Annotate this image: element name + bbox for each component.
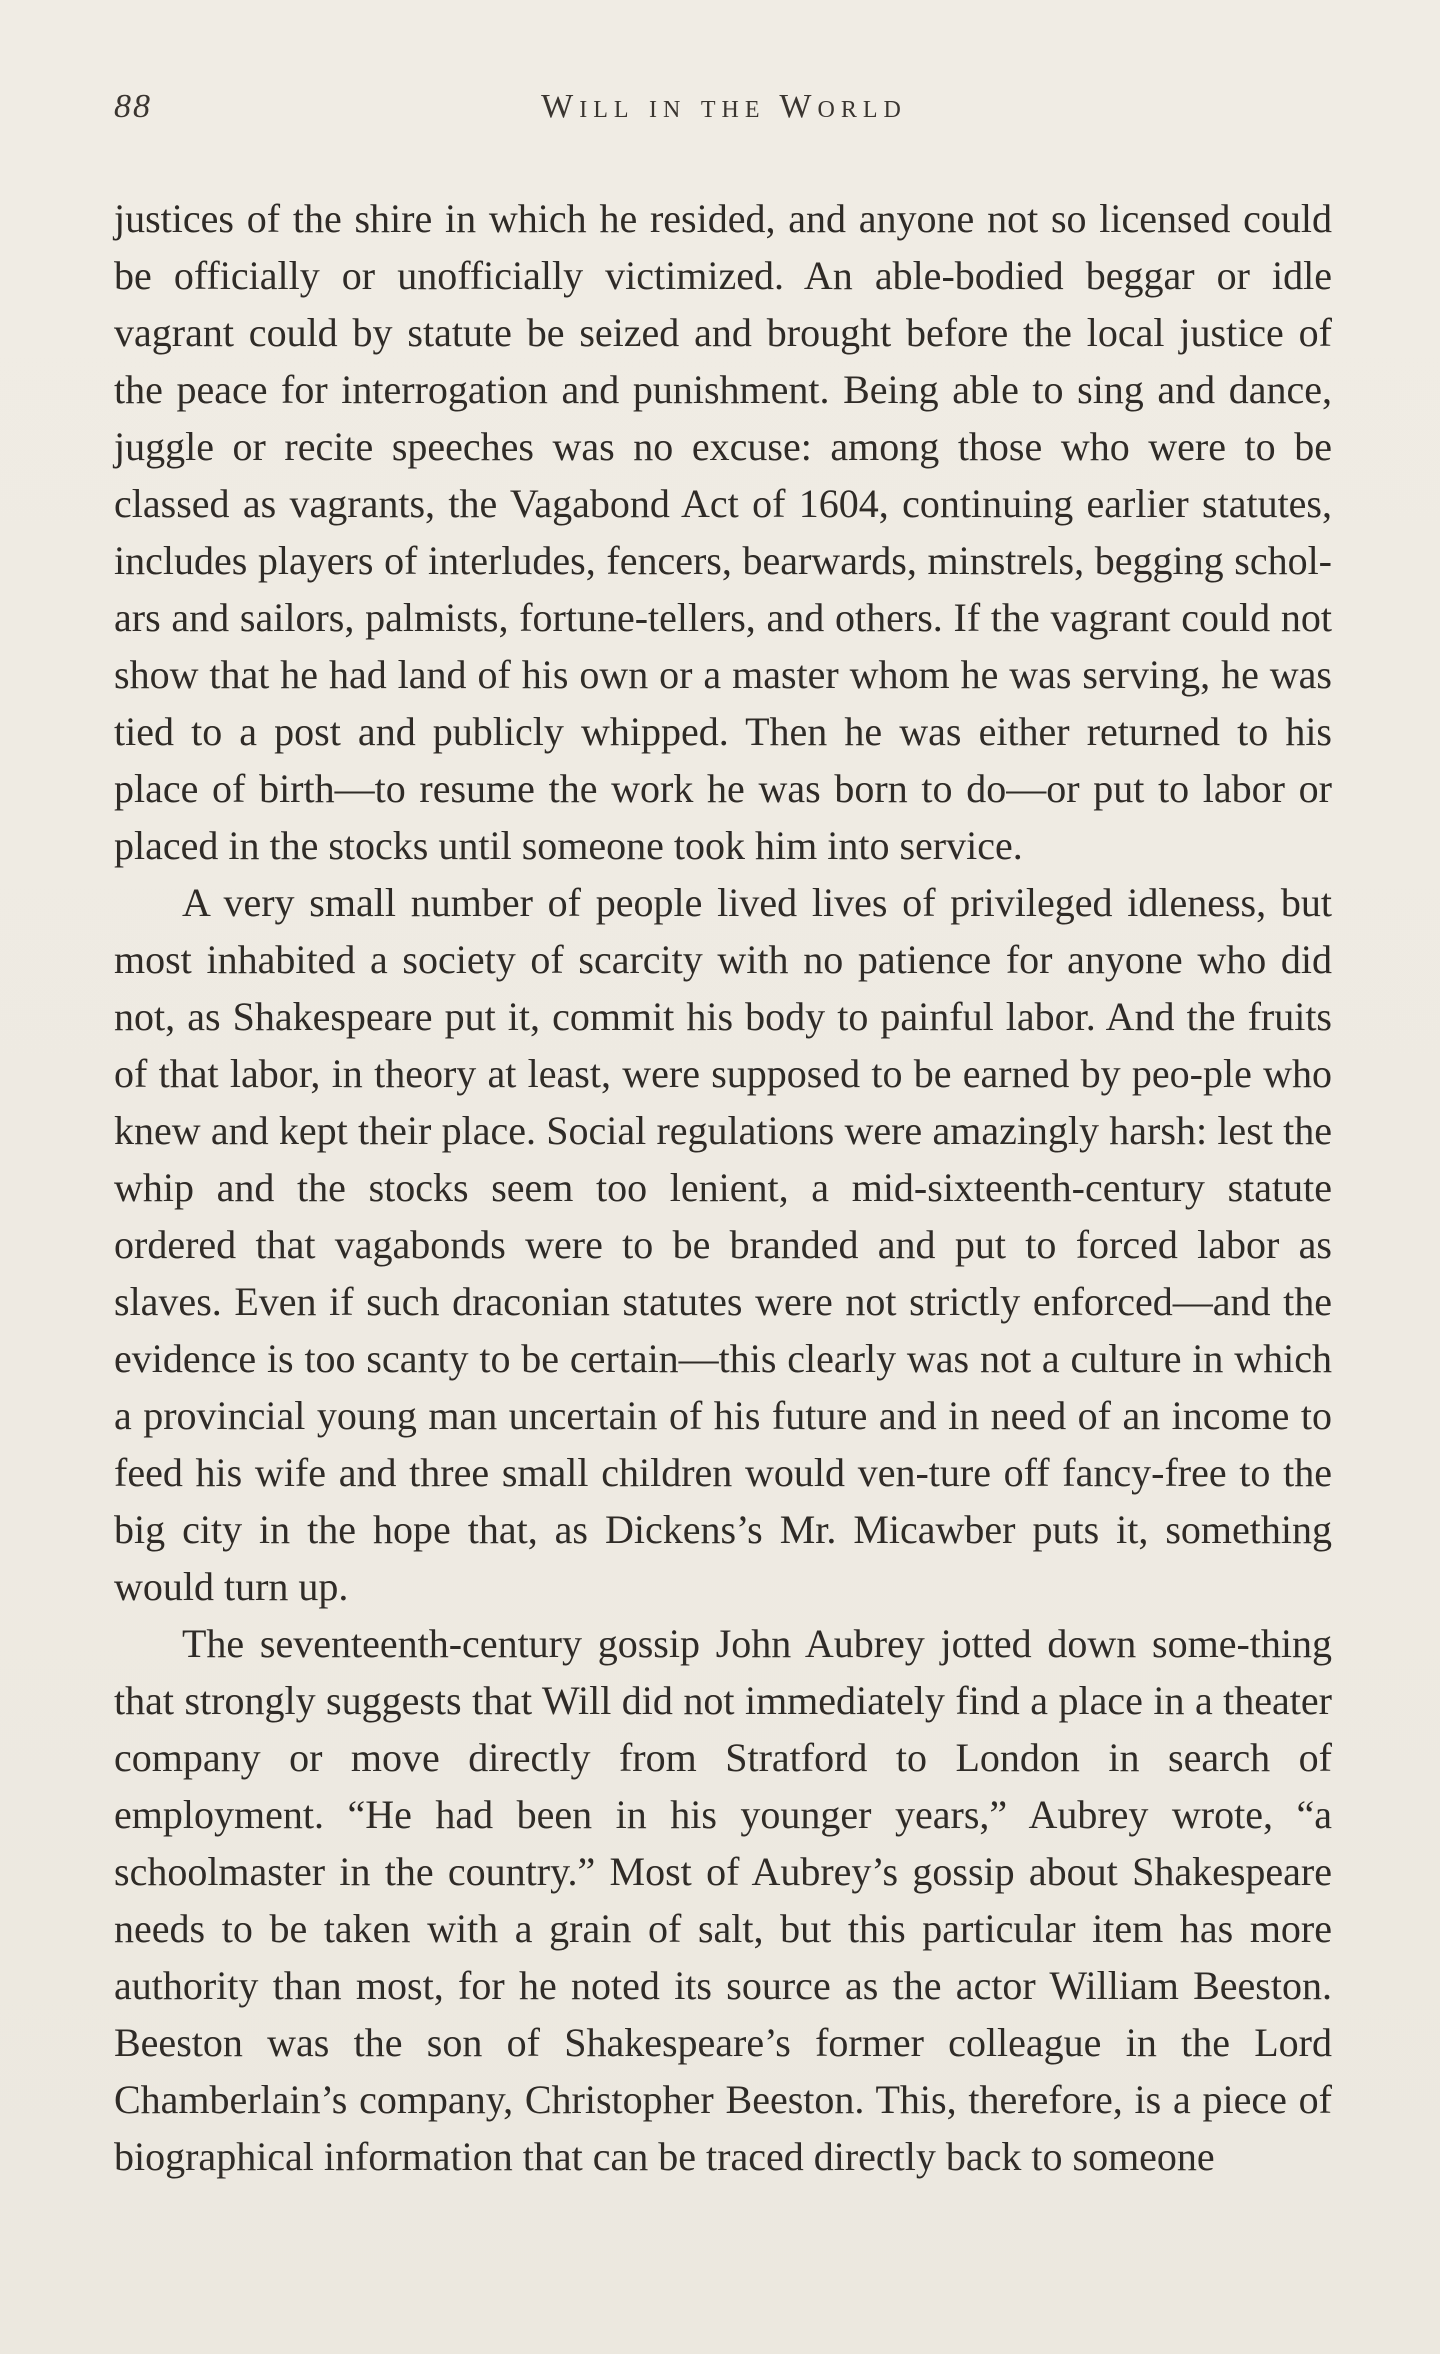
running-head [114,88,1334,138]
page-number: 88 [114,88,152,125]
body-text [114,190,1332,2185]
paragraph-2: A very small number of people lived lives of privileged idleness, but most inhabited a society of scarcity with no patience for anyone who did not, as Shakespeare put it, commit his body to painful labor. And the fruits of that labor, in theory at least, were supposed to be earned by peo-ple who knew and kept their place. Social regulations were amazingly harsh: lest the whip and the stocks seem too lenient, a mid-sixteenth-century statute ordered that vagabonds were to be branded and put to forced labor as slaves. Even if such draconian statutes were not strictly enforced—and the evidence is too scanty to be certain—this clearly was not a culture in which a provincial young man uncertain of his future and in need of an income to feed his wife and three small children would ven-ture off fancy-free to the big city in the hope that, as Dickens’s Mr. Micawber puts it, something would turn up. [114,880,1332,1609]
paragraph-3: The seventeenth-century gossip John Aubrey jotted down some-thing that strongly suggests that Will did not immediately find a place in a theater company or move directly from Stratford to London in search of employment. “He had been in his younger years,” Aubrey wrote, “a schoolmaster in the country.” Most of Aubrey’s gossip about Shakespeare needs to be taken with a grain of salt, but this particular item has more authority than most, for he noted its source as the actor William Beeston. Beeston was the son of Shakespeare’s former colleague in the Lord Chamberlain’s company, Christopher Beeston. This, therefore, is a piece of biographical information that can be traced directly back to someone [114,1621,1332,2179]
paragraph-1: justices of the shire in which he resided, and anyone not so licensed could be officially or unofficially victimized. An able-bodied beggar or idle vagrant could by statute be seized and brought before the local justice of the peace for interrogation and punishment. Being able to sing and dance, juggle or recite speeches was no excuse: among those who were to be classed as vagrants, the Vagabond Act of 1604, continuing earlier statutes, includes players of interludes, fencers, bearwards, minstrels, begging schol-ars and sailors, palmists, fortune-tellers, and others. If the vagrant could not show that he had land of his own or a master whom he was serving, he was tied to a post and publicly whipped. Then he was either returned to his place of birth—to resume the work he was born to do—or put to labor or placed in the stocks until someone took him into service. [114,196,1332,868]
book-title: Will in the World [541,88,907,125]
